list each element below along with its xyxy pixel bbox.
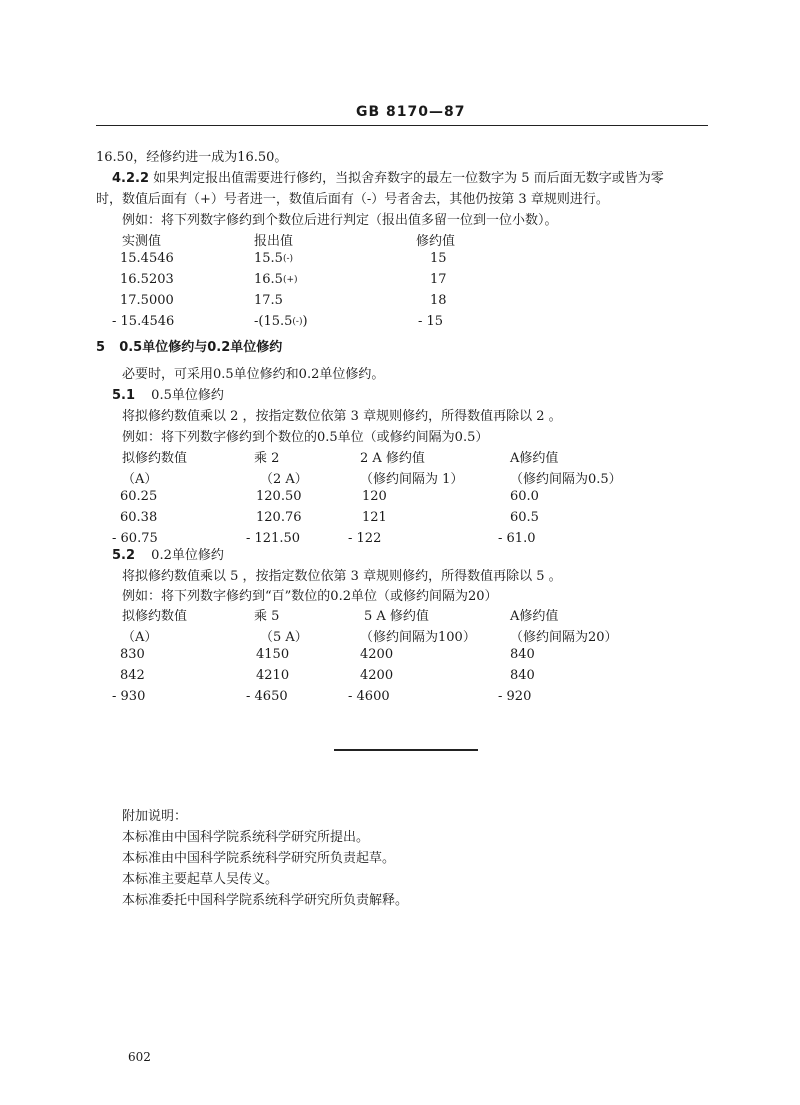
section-5-1-heading [112, 384, 224, 403]
cell: - 930 [112, 689, 146, 704]
header-cell: （修约间隔为0.5） [510, 472, 622, 487]
cell: - 122 [348, 531, 382, 546]
cell: 17.5 [254, 293, 283, 308]
cell: 60.38 [120, 510, 158, 525]
header-cell: 5 A 修约值 [364, 609, 429, 624]
header-cell: 修约值 [416, 234, 456, 249]
cell: - 4650 [246, 689, 288, 704]
header-cell: （5 A） [260, 630, 308, 645]
header-cell: 乘 2 [254, 451, 280, 466]
cell: - 920 [498, 689, 532, 704]
cell: - 15 [418, 314, 444, 329]
rule-5-1: 将拟修约数值乘以 2 ，按指定数位依第 3 章规则修约，所得数值再除以 2 。 [122, 409, 562, 424]
cell: 4200 [360, 647, 394, 662]
cell: 18 [430, 293, 447, 308]
header-cell: 2 A 修约值 [360, 451, 425, 466]
section-5-heading [96, 336, 282, 355]
example-5-1: 例如：将下列数字修约到个数位的0.5单位（或修约间隔为0.5） [122, 430, 489, 445]
section-number: 5.2 [112, 548, 136, 563]
cell: 60.25 [120, 489, 158, 504]
header-cell: 实测值 [122, 234, 162, 249]
section-number: 5 [96, 340, 106, 355]
header-cell: 拟修约数值 [122, 451, 188, 466]
cell: 842 [120, 668, 145, 683]
cell: 4210 [256, 668, 290, 683]
cell: - 15.4546 [112, 314, 175, 329]
cell: 120 [362, 489, 387, 504]
cell: 840 [510, 668, 535, 683]
rule-5-2: 将拟修约数值乘以 5 ，按指定数位依第 3 章规则修约，所得数值再除以 5 。 [122, 569, 562, 584]
header-cell: （A） [122, 472, 158, 487]
cell: - 4600 [348, 689, 390, 704]
cell: - 60.75 [112, 531, 158, 546]
note-line: 本标准由中国科学院系统科学研究所提出。 [122, 830, 370, 845]
cell: 17.5000 [120, 293, 174, 308]
section-5-2-heading [112, 544, 224, 563]
end-rule [334, 749, 478, 751]
cell: 4150 [256, 647, 290, 662]
header-cell: （修约间隔为20） [510, 630, 618, 645]
cell: 15.4546 [120, 251, 174, 266]
section-title: 0.2单位修约 [151, 548, 224, 563]
note-line: 本标准委托中国科学院系统科学研究所负责解释。 [122, 893, 409, 908]
cell: 15.5(-) [254, 251, 294, 266]
cell: 840 [510, 647, 535, 662]
cell: 60.5 [510, 510, 539, 525]
cell: 120.76 [256, 510, 302, 525]
cell: - 61.0 [498, 531, 536, 546]
header-cell: 乘 5 [254, 609, 280, 624]
page-header: GB 8170—87 [356, 104, 466, 120]
header-cell: （修约间隔为 1） [360, 472, 464, 487]
note-line: 本标准由中国科学院系统科学研究所负责起草。 [122, 851, 396, 866]
header-rule [96, 125, 708, 126]
section-title: 0.5单位修约与0.2单位修约 [119, 340, 283, 355]
header-cell: （修约间隔为100） [360, 630, 476, 645]
cell: 15 [430, 251, 447, 266]
header-cell: （A） [122, 630, 158, 645]
cell: 120.50 [256, 489, 302, 504]
example-5-2: 例如：将下列数字修约到“百”数位的0.2单位（或修约间隔为20） [122, 589, 498, 604]
section-title: 0.5单位修约 [151, 388, 224, 403]
cell: 16.5(+) [254, 272, 298, 287]
section-number: 4.2.2 [112, 171, 150, 186]
cell: 830 [120, 647, 145, 662]
cell: - 121.50 [246, 531, 301, 546]
cell: 17 [430, 272, 447, 287]
header-cell: 报出值 [254, 234, 294, 249]
paragraph-continuation: 16.50，经修约进一成为16.50。 [96, 150, 288, 165]
section-number: 5.1 [112, 388, 136, 403]
notes-title: 附加说明： [122, 809, 188, 824]
header-cell: （2 A） [260, 472, 308, 487]
section-5-intro: 必要时，可采用0.5单位修约和0.2单位修约。 [122, 367, 385, 382]
header-cell: 拟修约数值 [122, 609, 188, 624]
header-cell: A修约值 [510, 451, 559, 466]
header-cell: A修约值 [510, 609, 559, 624]
cell: 4200 [360, 668, 394, 683]
cell: 121 [362, 510, 387, 525]
example-4-2-2: 例如：将下列数字修约到个数位后进行判定（报出值多留一位到一位小数）。 [122, 213, 558, 228]
cell: -(15.5(-)) [254, 314, 308, 329]
section-text: 如果判定报出值需要进行修约，当拟舍弃数字的最左一位数字为 5 而后面无数字或皆为零 [153, 171, 664, 186]
section-4-2-2-line1 [112, 167, 664, 186]
cell: 16.5203 [120, 272, 174, 287]
page-number: 602 [128, 1050, 151, 1064]
note-line: 本标准主要起草人吴传义。 [122, 872, 279, 887]
section-4-2-2-line2: 时，数值后面有（+）号者进一，数值后面有（-）号者舍去，其他仍按第 3 章规则进行。 [96, 192, 609, 207]
cell: 60.0 [510, 489, 539, 504]
